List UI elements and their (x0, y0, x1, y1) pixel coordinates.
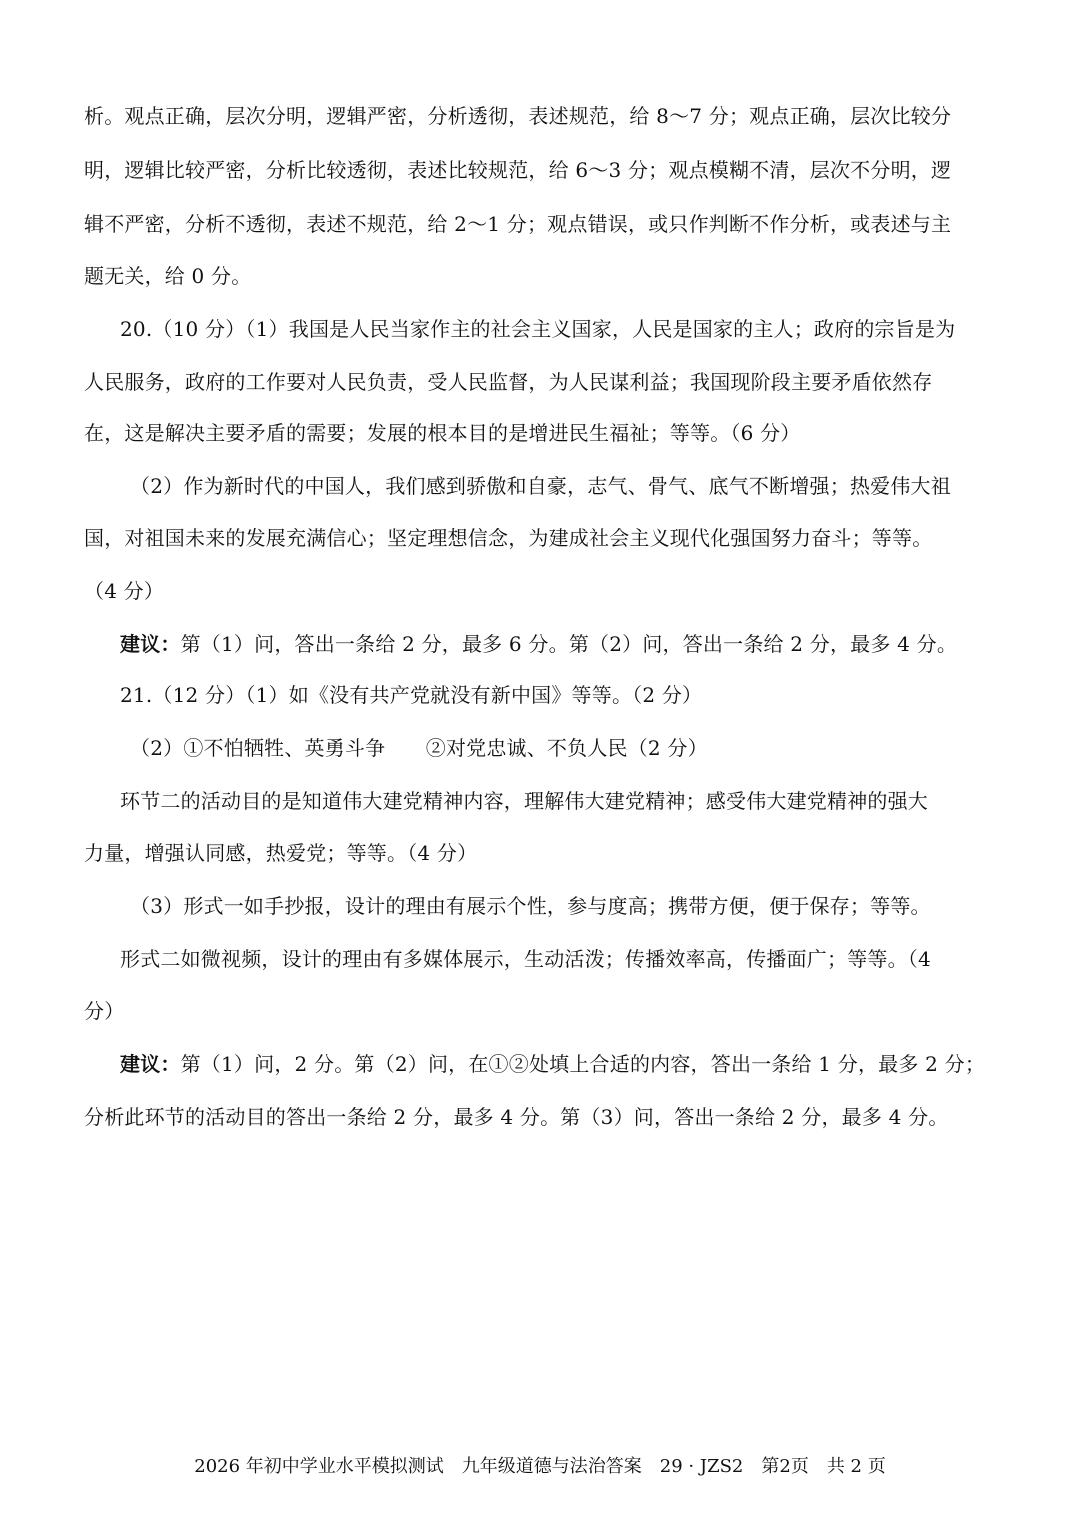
q20-part1-line: 20.（10 分）（1）我国是人民当家作主的社会主义国家，人民是国家的主人；政府的宗旨是为 (120, 317, 956, 341)
q20-part2-line: （2）作为新时代的中国人，我们感到骄傲和自豪，志气、骨气、底气不断增强；热爱伟大祖 (130, 474, 951, 498)
scoring-text-line: 辑不严密，分析不透彻，表述不规范，给 2～1 分；观点错误，或只作判断不作分析，或表述与主 (84, 212, 952, 236)
q21-suggestion-line: 分析此环节的活动目的答出一条给 2 分，最多 4 分。第（3）问，答出一条给 2 分，最多 4 分。 (84, 1105, 949, 1129)
scoring-text-line: 题无关，给 0 分。 (84, 264, 252, 288)
q20-part1-line: 人民服务，政府的工作要对人民负责，受人民监督，为人民谋利益；我国现阶段主要矛盾依然存 (84, 370, 933, 394)
q21-part2-line: 环节二的活动目的是知道伟大建党精神内容，理解伟大建党精神；感受伟大建党精神的强大 (120, 789, 928, 813)
q20-suggestion (120, 631, 1040, 657)
q21-part3-line: （3）形式一如手抄报，设计的理由有展示个性，参与度高；携带方便，便于保存；等等。 (130, 894, 931, 918)
q21-part2-line: （2）①不怕牺牲、英勇斗争 ②对党忠诚、不负人民（2 分） (130, 736, 708, 760)
q20-part2-line: （4 分） (84, 579, 165, 603)
q20-part1-line: 在，这是解决主要矛盾的需要；发展的根本目的是增进民生福祉；等等。（6 分） (84, 421, 801, 445)
suggestion-text: 第（1）问，答出一条给 2 分，最多 6 分。第（2）问，答出一条给 2 分，最多 4 分。 (180, 632, 958, 656)
q21-part3-line: 形式二如微视频，设计的理由有多媒体展示，生动活泼；传播效率高，传播面广；等等。（4 (120, 947, 931, 971)
q21-part3-line: 分） (84, 999, 125, 1023)
page-footer: 2026 年初中学业水平模拟测试 九年级道德与法治答案 29 · JZS2 第2页 共 2 页 (194, 1456, 886, 1477)
scoring-text-line: 明，逻辑比较严密，分析比较透彻，表述比较规范，给 6～3 分；观点模糊不清，层次不分明，逻 (84, 158, 952, 182)
scoring-text-line: 析。观点正确，层次分明，逻辑严密，分析透彻，表述规范，给 8～7 分；观点正确，层次比较分 (84, 104, 952, 128)
q21-part1-line: 21.（12 分）（1）如《没有共产党就没有新中国》等等。（2 分） (120, 683, 703, 707)
suggestion-label: 建议： (120, 632, 181, 656)
q20-part2-line: 国，对祖国未来的发展充满信心；坚定理想信念，为建成社会主义现代化强国努力奋斗；等等。 (84, 526, 933, 550)
q21-suggestion (120, 1051, 1040, 1077)
suggestion-label: 建议： (120, 1052, 181, 1076)
suggestion-text: 第（1）问，2 分。第（2）问，在①②处填上合适的内容，答出一条给 1 分，最多 2 分； (180, 1052, 986, 1076)
q21-part2-line: 力量，增强认同感，热爱党；等等。（4 分） (84, 841, 478, 865)
